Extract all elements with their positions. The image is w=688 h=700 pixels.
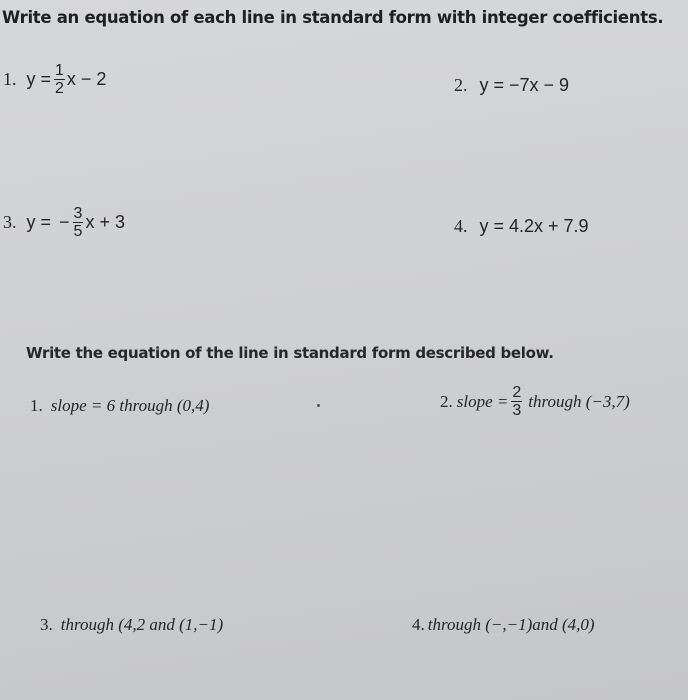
equation: y = −7x − 9 bbox=[479, 75, 570, 95]
problem-2-3 bbox=[40, 615, 225, 635]
equation-sign: − bbox=[59, 212, 70, 232]
problem-number: 2. bbox=[454, 75, 468, 95]
problem-number: 1. bbox=[3, 69, 17, 89]
problem-text: through (−,−1)and (4,0) bbox=[427, 615, 595, 634]
fraction-denominator: 5 bbox=[73, 223, 83, 240]
problem-2-1 bbox=[30, 396, 211, 416]
problem-number: 4. bbox=[412, 615, 425, 634]
problem-1-3 bbox=[3, 205, 127, 240]
fraction-numerator: 3 bbox=[73, 205, 83, 222]
problem-1-1 bbox=[3, 62, 108, 97]
section2-heading: Write the equation of the line in standard form described below. bbox=[26, 344, 554, 362]
equation-rest: x − 2 bbox=[66, 69, 107, 89]
fraction-denominator: 3 bbox=[512, 402, 522, 419]
stray-dot bbox=[317, 404, 320, 407]
problem-text-pre: slope = bbox=[456, 391, 509, 411]
problem-1-4 bbox=[454, 216, 591, 237]
problem-number: 1. bbox=[30, 396, 43, 415]
section1-heading: Write an equation of each line in standard form with integer coefficients. bbox=[2, 8, 664, 27]
problem-1-2 bbox=[454, 75, 571, 96]
fraction-numerator: 2 bbox=[512, 384, 522, 401]
equation: y = 4.2x + 7.9 bbox=[479, 216, 589, 236]
problem-number: 3. bbox=[40, 615, 53, 634]
fraction bbox=[54, 62, 65, 97]
problem-number: 2. bbox=[440, 391, 453, 411]
equation-lhs: y = bbox=[26, 69, 52, 89]
problem-number: 4. bbox=[454, 216, 468, 236]
problem-2-4 bbox=[412, 615, 597, 635]
problem-text-post: through (−3,7) bbox=[528, 391, 630, 411]
problem-text: slope = 6 through (0,4) bbox=[50, 396, 210, 415]
fraction-numerator: 1 bbox=[55, 62, 64, 79]
problem-number: 3. bbox=[3, 212, 17, 232]
fraction-denominator: 2 bbox=[55, 80, 64, 97]
problem-text: through (4,2 and (1,−1) bbox=[60, 615, 224, 634]
fraction bbox=[511, 384, 522, 419]
equation-rest: x + 3 bbox=[85, 212, 125, 232]
fraction bbox=[73, 205, 84, 240]
problem-2-2 bbox=[440, 384, 632, 419]
equation-lhs: y = bbox=[26, 212, 52, 232]
